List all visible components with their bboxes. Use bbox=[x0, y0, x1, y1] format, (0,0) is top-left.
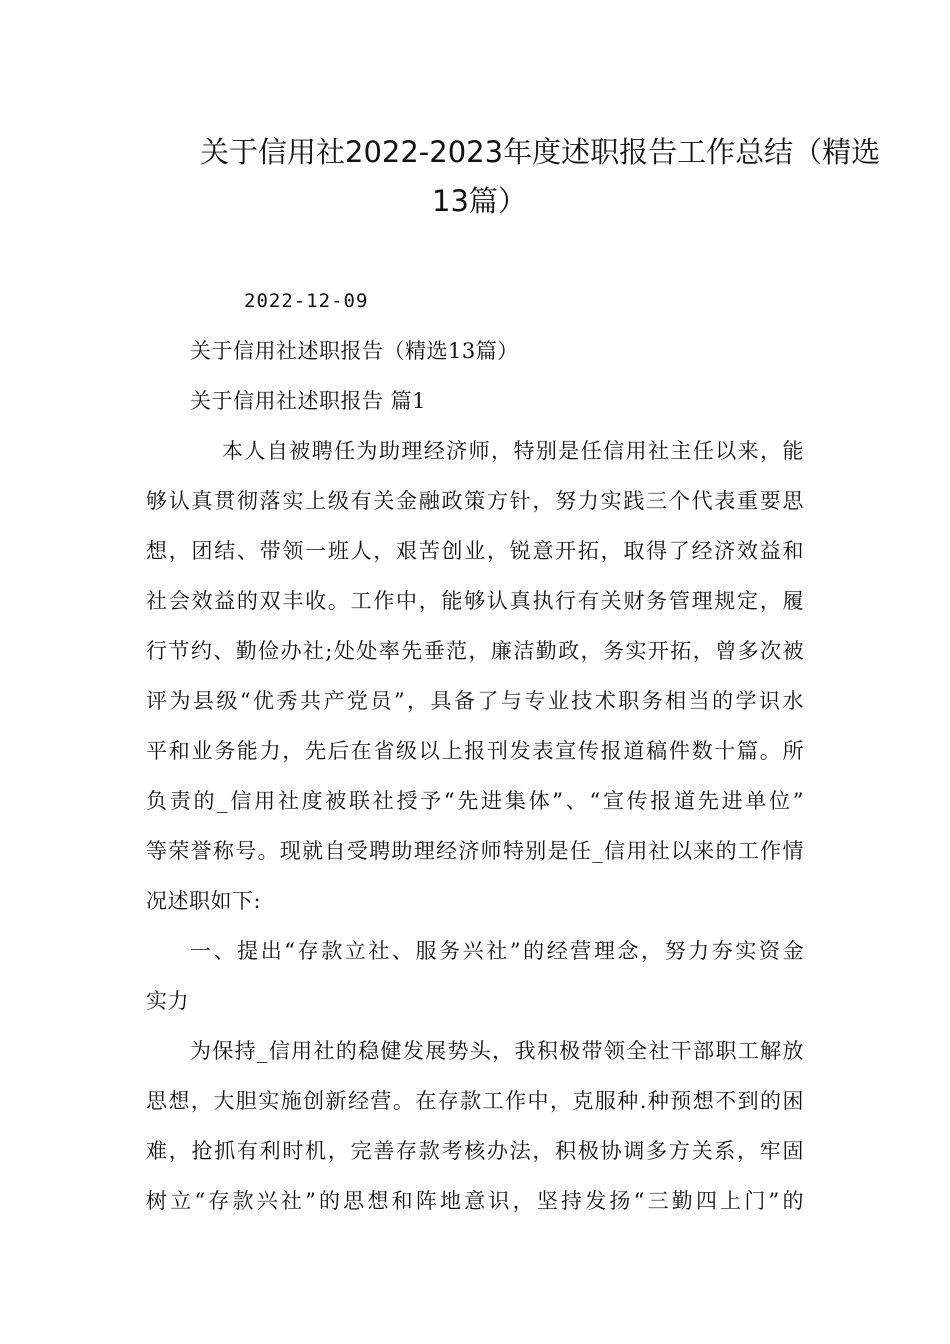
paragraph-line: 想，团结、带领一班人，艰苦创业，锐意开拓，取得了经济效益和 bbox=[146, 539, 804, 563]
paragraph-line: 为保持_信用社的稳健发展势头，我积极带领全社干部职工解放 bbox=[190, 1039, 804, 1063]
section-heading: 关于信用社述职报告 篇1 bbox=[190, 389, 427, 413]
paragraph-line: 况述职如下: bbox=[146, 889, 262, 913]
section-subheading-line: 实力 bbox=[146, 989, 189, 1013]
document-title-line-1: 关于信用社2022-2023年度述职报告工作总结（精选 bbox=[200, 135, 881, 169]
paragraph-line: 行节约、勤俭办社;处处率先垂范，廉洁勤政，务实开拓，曾多次被 bbox=[146, 639, 804, 663]
document-subtitle: 关于信用社述职报告（精选13篇） bbox=[190, 339, 519, 363]
section-subheading-line: 一、提出“存款立社、服务兴社”的经营理念，努力夯实资金 bbox=[190, 939, 804, 963]
paragraph-line: 等荣誉称号。现就自受聘助理经济师特别是任_信用社以来的工作情 bbox=[146, 839, 804, 863]
document-title-line-2: 13篇） bbox=[432, 184, 527, 218]
paragraph-line: 树立“存款兴社”的思想和阵地意识，坚持发扬“三勤四上门”的 bbox=[146, 1189, 804, 1213]
paragraph-line: 平和业务能力，先后在省级以上报刊发表宣传报道稿件数十篇。所 bbox=[146, 739, 804, 763]
document-date: 2022-12-09 bbox=[244, 290, 369, 312]
paragraph-line: 社会效益的双丰收。工作中，能够认真执行有关财务管理规定，履 bbox=[146, 589, 804, 613]
paragraph-line: 够认真贯彻落实上级有关金融政策方针，努力实践三个代表重要思 bbox=[146, 489, 804, 513]
paragraph-line: 思想，大胆实施创新经营。在存款工作中，克服种.种预想不到的困 bbox=[146, 1089, 804, 1113]
paragraph-line: 难，抢抓有利时机，完善存款考核办法，积极协调多方关系，牢固 bbox=[146, 1139, 804, 1163]
paragraph-line: 负责的_信用社度被联社授予“先进集体”、“宣传报道先进单位” bbox=[146, 789, 804, 813]
paragraph-line: 本人自被聘任为助理经济师，特别是任信用社主任以来，能 bbox=[222, 439, 804, 463]
paragraph-line: 评为县级“优秀共产党员”，具备了与专业技术职务相当的学识水 bbox=[146, 689, 804, 713]
